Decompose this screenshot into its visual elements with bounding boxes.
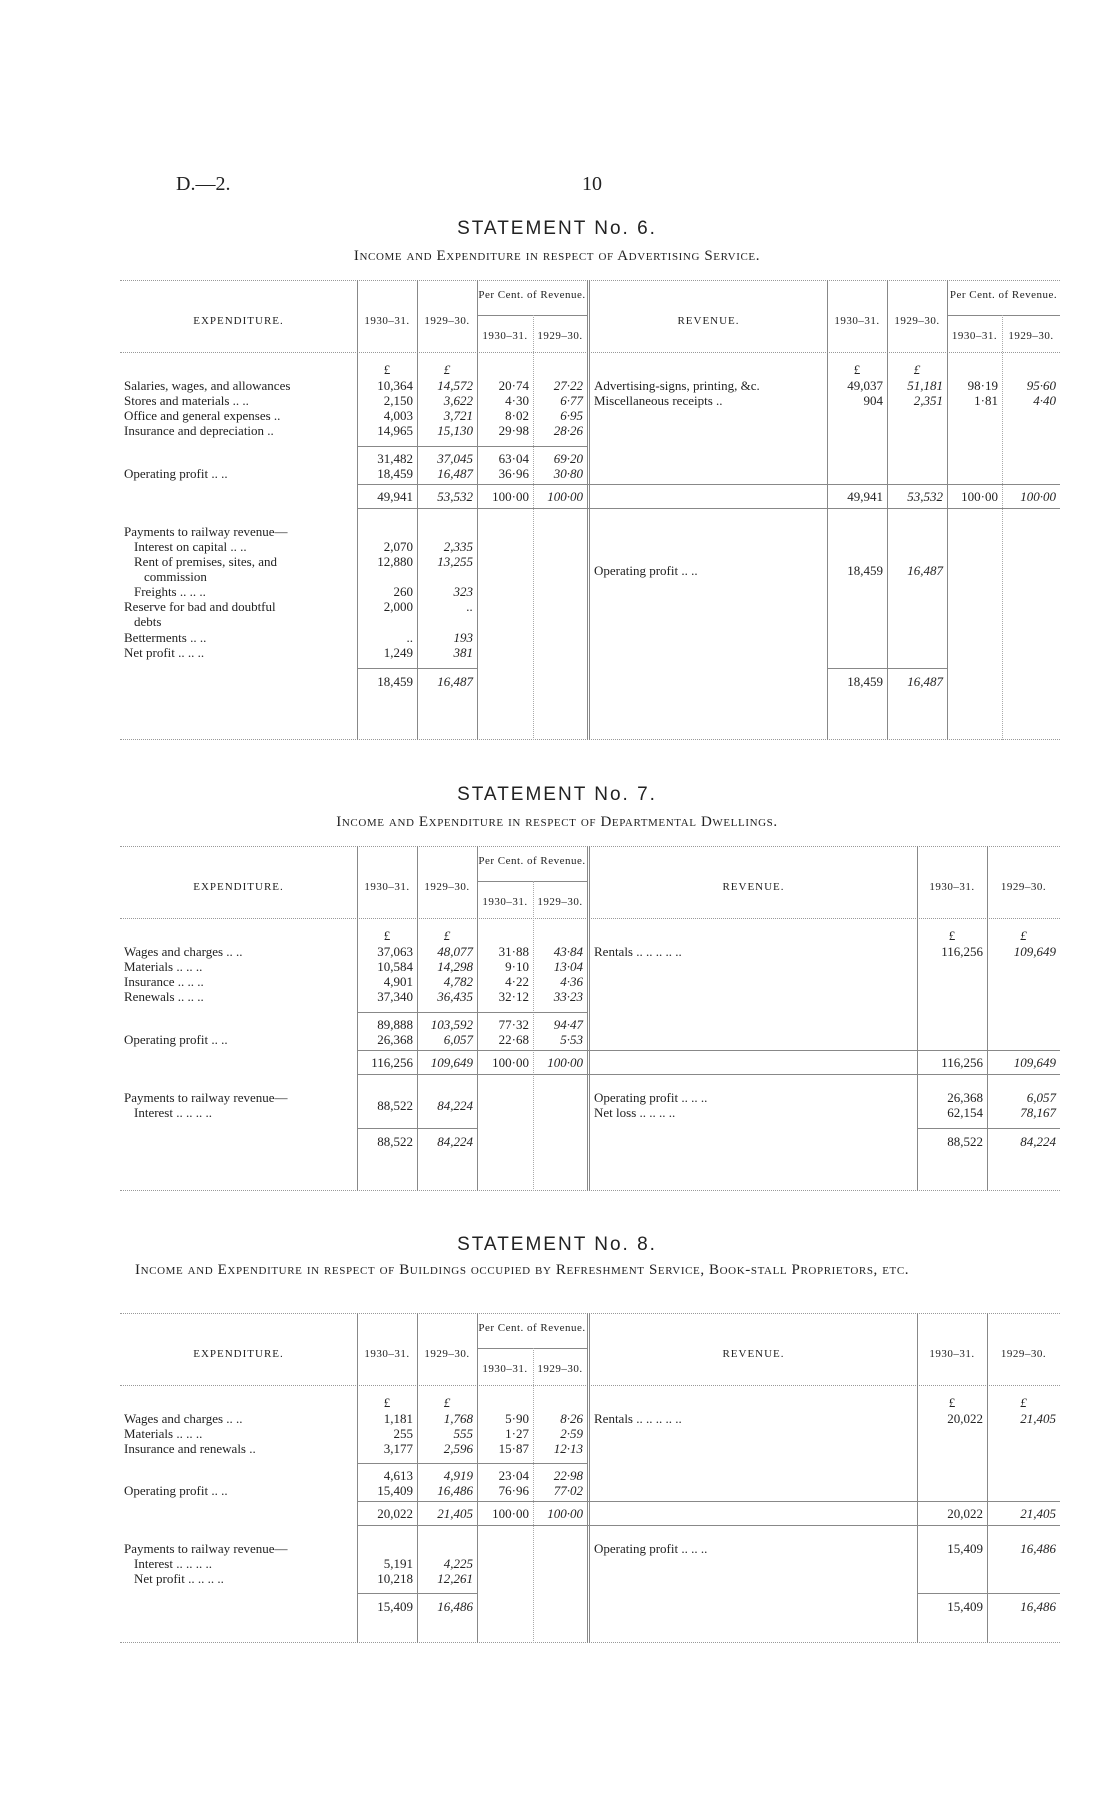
year-header: 1930–31. xyxy=(482,330,528,342)
year-header: 1930–31. xyxy=(929,1348,975,1360)
statement-7-title: STATEMENT No. 7. xyxy=(457,784,657,805)
payments-header: Payments to railway revenue— xyxy=(124,1090,288,1105)
year-header: 1930–31. xyxy=(834,315,880,327)
currency-symbol: £ xyxy=(1020,928,1027,943)
payments-header: Payments to railway revenue— xyxy=(124,1541,288,1556)
expenditure-header: EXPENDITURE. xyxy=(193,315,284,327)
year-header: 1930–31. xyxy=(364,315,410,327)
revenue-header: REVENUE. xyxy=(722,881,785,893)
expenditure-header: EXPENDITURE. xyxy=(193,1348,284,1360)
year-header: 1929–30. xyxy=(424,881,470,893)
year-header: 1930–31. xyxy=(482,1363,528,1375)
currency-symbol: £ xyxy=(443,928,451,943)
statement-6-table: EXPENDITURE. 1930–31. 1929–30. Per Cent. of Revenue. 1930–31. 1929–30. REVENUE. 1930–31. 1929–30. Per Cent. of Revenue. 1930–31. 1929–30. £ £ £ £ Salaries, wages, and allowances 10,364 14,572 20·74 27·22 Stores and materials .. .. 2,150 3,622 4·30 6·77 Office and general expenses .. 4,003 3,721 8·02 6·95 Insurance and depreciation .. 14,965 15,130 29·98 28·26 31,482 37,045 63·04 69·20 Operating profit .. .. 18,459 16,487 36·96 30·80 49,941 53,532 100·00 100·00 Advertising-signs, printing, &c. 49,037 51,181 98·19 95·60 Miscellaneous receipts .. 904 2,351 1·81 4·40 49,941 53,532 100·00 100·00 Payments to railway revenue— Interest on capital .. .. 2,070 2,335 Rent of premises, sites, and commission 12,880 13,255 Freights .. .. .. 260 323 Reserve for bad and doubtful debts 2,000 .. Betterments .. .. .. 193 Net profit .. .. .. 1,249 381 18,459 16,487 Operating profit .. .. 18,459 16,487 18,459 16,487 xyxy=(120,280,1060,740)
percent-header: Per Cent. of Revenue. xyxy=(478,855,586,867)
year-header: 1929–30. xyxy=(537,1363,583,1375)
statement-8-title: STATEMENT No. 8. xyxy=(457,1234,657,1255)
percent-header: Per Cent. of Revenue. xyxy=(478,289,586,301)
currency-symbol: £ xyxy=(948,928,956,943)
expenditure-header: EXPENDITURE. xyxy=(193,881,284,893)
year-header: 1929–30. xyxy=(424,315,470,327)
statement-8-table: EXPENDITURE. 1930–31. 1929–30. Per Cent. of Revenue. 1930–31. 1929–30. REVENUE. 1930–31. 1929–30. £ £ £ £ Wages and charges .. .. 1,181 1,768 5·90 8·26 Materials .. .. .. 255 555 1·27 2·59 Insurance and renewals .. 3,177 2,596 15·87 12·13 4,613 4,919 23·04 22·98 Operating profit .. .. 15,409 16,486 76·96 77·02 20,022 21,405 100·00 100·00 Rentals .. .. .. .. .. 20,022 21,405 20,022 21,405 Payments to railway revenue— Interest .. .. .. .. 5,191 4,225 Net profit .. .. .. .. 10,218 12,261 15,409 16,486 Operating profit .. .. .. 15,409 16,486 15,409 16,486 xyxy=(120,1313,1060,1643)
year-header: 1929–30. xyxy=(1000,881,1047,893)
year-header: 1930–31. xyxy=(364,881,410,893)
year-header: 1929–30. xyxy=(1008,330,1054,342)
revenue-header: REVENUE. xyxy=(677,315,740,327)
year-header: 1929–30. xyxy=(1000,1348,1047,1360)
currency-symbol: £ xyxy=(1020,1395,1027,1410)
year-header: 1929–30. xyxy=(424,1348,470,1360)
currency-symbol: £ xyxy=(443,362,451,377)
year-header: 1930–31. xyxy=(929,881,975,893)
year-header: 1930–31. xyxy=(364,1348,410,1360)
currency-symbol: £ xyxy=(853,362,861,377)
currency-symbol: £ xyxy=(948,1395,956,1410)
year-header: 1929–30. xyxy=(537,330,583,342)
payments-header: Payments to railway revenue— xyxy=(124,524,288,539)
percent-header: Per Cent. of Revenue. xyxy=(478,1322,586,1334)
statement-7-table: EXPENDITURE. 1930–31. 1929–30. Per Cent. of Revenue. 1930–31. 1929–30. REVENUE. 1930–31. 1929–30. £ £ £ £ Wages and charges .. .. 37,063 48,077 31·88 43·84 Materials .. .. .. 10,584 14,298 9·10 13·04 Insurance .. .. .. 4,901 4,782 4·22 4·36 Renewals .. .. .. 37,340 36,435 32·12 33·23 89,888 103,592 77·32 94·47 Operating profit .. .. 26,368 6,057 22·68 5·53 116,256 109,649 100·00 100·00 Rentals .. .. .. .. .. 116,256 109,649 116,256 109,649 Payments to railway revenue— Interest .. .. .. .. 88,522 84,224 88,522 84,224 Operating profit .. .. .. 26,368 6,057 Net loss .. .. .. .. 62,154 78,167 88,522 84,224 xyxy=(120,846,1060,1191)
currency-symbol: £ xyxy=(383,1395,391,1410)
year-header: 1930–31. xyxy=(951,330,998,342)
currency-symbol: £ xyxy=(383,362,391,377)
page-reference: D.—2. xyxy=(176,173,231,195)
page-number: 10 xyxy=(582,173,602,195)
year-header: 1929–30. xyxy=(537,896,583,908)
percent-header: Per Cent. of Revenue. xyxy=(949,289,1058,301)
statement-7-subtitle: Income and Expenditure in respect of Departmental Dwellings. xyxy=(336,814,778,830)
statement-6-subtitle: Income and Expenditure in respect of Advertising Service. xyxy=(353,248,761,264)
currency-symbol: £ xyxy=(913,362,921,377)
statement-8-subtitle: Income and Expenditure in respect of Buildings occupied by Refreshment Service, Book-stall Proprietors, etc. xyxy=(135,1262,910,1278)
revenue-header: REVENUE. xyxy=(722,1348,785,1360)
currency-symbol: £ xyxy=(443,1395,451,1410)
year-header: 1930–31. xyxy=(482,896,528,908)
year-header: 1929–30. xyxy=(894,315,940,327)
statement-6-title: STATEMENT No. 6. xyxy=(457,218,657,239)
currency-symbol: £ xyxy=(383,928,391,943)
